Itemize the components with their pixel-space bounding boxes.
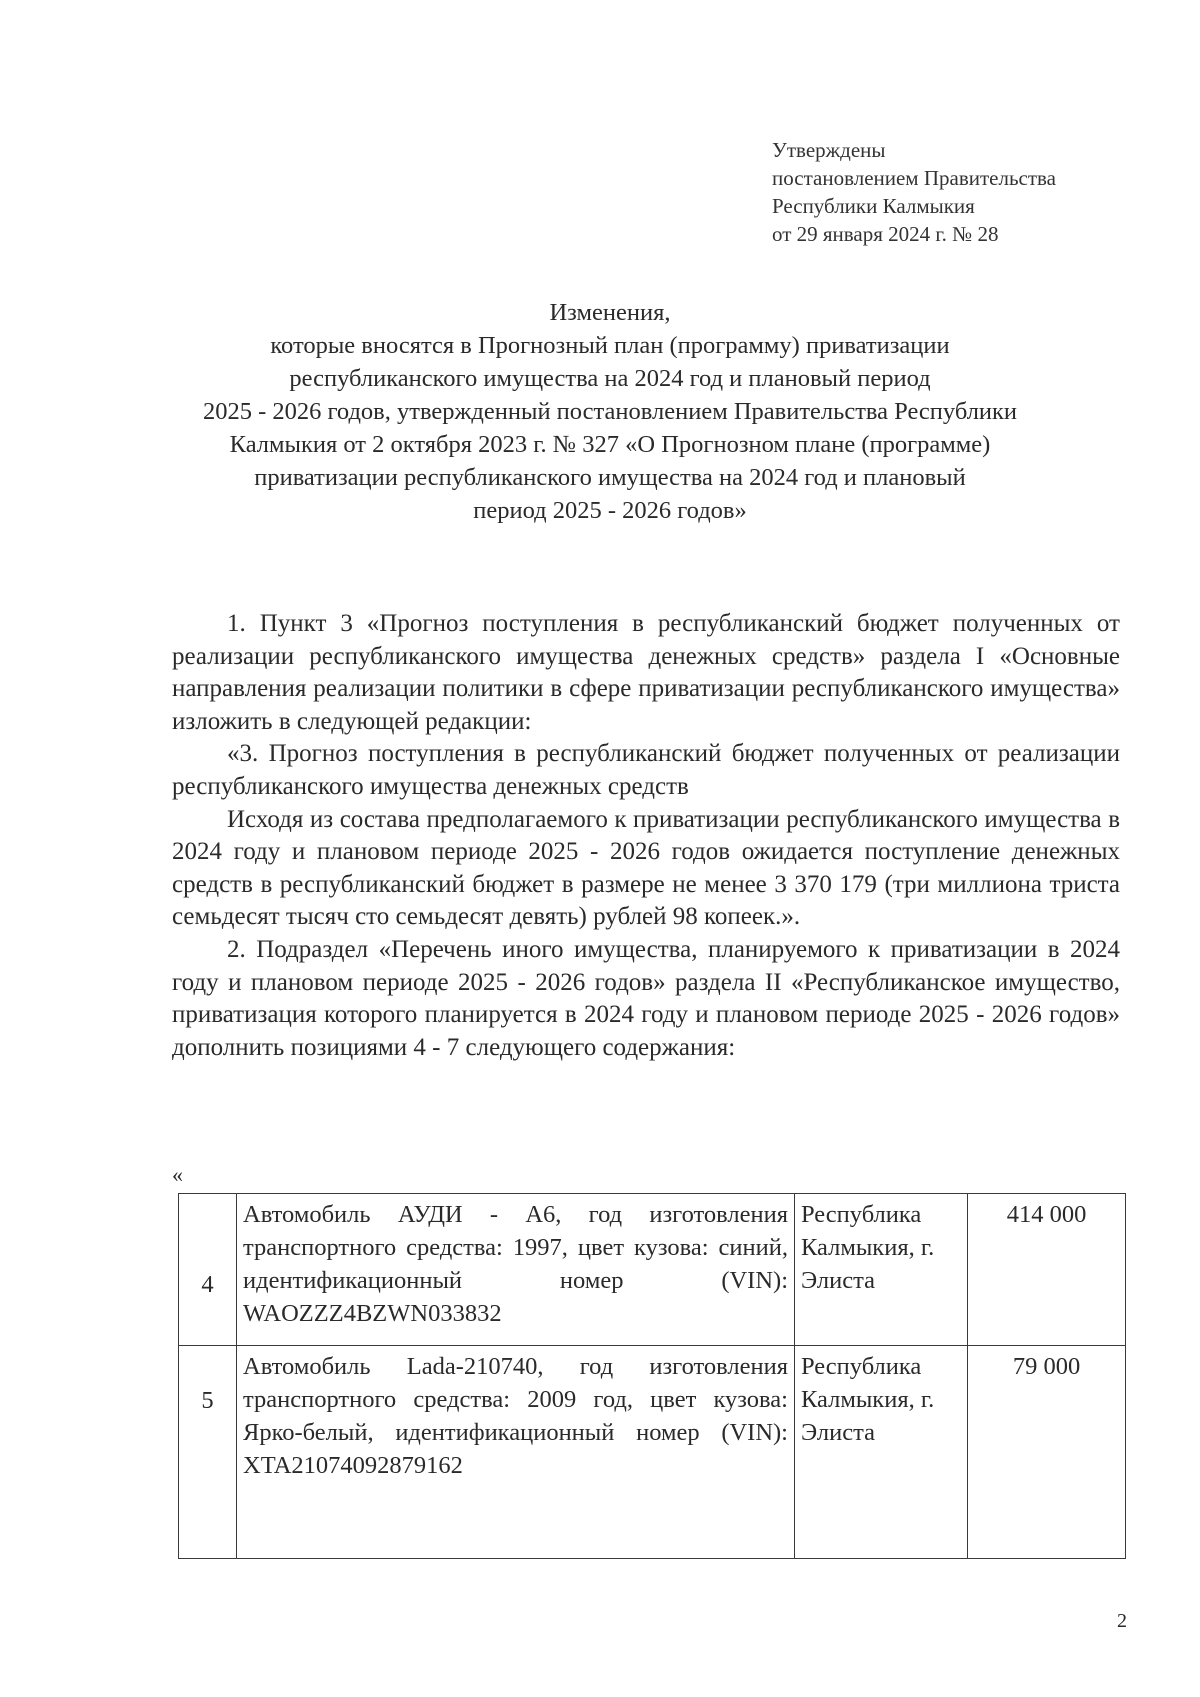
property-price: 414 000 xyxy=(968,1194,1126,1346)
approval-line: Республики Калмыкия xyxy=(772,194,975,218)
approval-line: постановлением Правительства xyxy=(772,166,1057,190)
row-number: 5 xyxy=(179,1346,237,1559)
approval-line: Утверждены xyxy=(772,138,886,162)
table-row xyxy=(179,1346,1126,1559)
page-number: 2 xyxy=(1117,1610,1127,1632)
title-line: период 2025 - 2026 годов» xyxy=(473,497,747,524)
approval-line: от 29 января 2024 г. № 28 xyxy=(772,222,999,246)
property-table xyxy=(178,1193,1126,1559)
title-line: республиканского имущества на 2024 год и плановый период xyxy=(289,365,931,392)
property-location: Республика Калмыкия, г. Элиста xyxy=(795,1346,968,1559)
property-description: Автомобиль АУДИ - А6, год изготовления транспортного средства: 1997, цвет кузова: синий, идентификационный номер (VIN): WAOZZZ4BZWN033832 xyxy=(237,1194,795,1346)
title-line: приватизации республиканского имущества на 2024 год и плановый xyxy=(254,464,966,491)
title-line: Изменения, xyxy=(549,299,671,326)
title-line: которые вносятся в Прогнозный план (программу) приватизации xyxy=(270,332,950,359)
paragraph-item-2: 2. Подраздел «Перечень иного имущества, планируемого к приватизации в 2024 году и плановом периоде 2025 - 2026 годов» раздела II «Республиканское имущество, приватизация которого планируется в 2024 году и плановом периоде 2025 - 2026 годов» дополнить позициями 4 - 7 следующего содержания: xyxy=(172,935,1120,1061)
property-location: Республика Калмыкия, г. Элиста xyxy=(795,1194,968,1346)
paragraph-forecast: Исходя из состава предполагаемого к приватизации республиканского имущества в 2024 году и плановом периоде 2025 - 2026 годов ожидается поступление денежных средств в республиканский бюджет в размере не менее 3 370 179 (три миллиона триста семьдесят тысяч сто семьдесят девять) рублей 98 копеек.». xyxy=(172,805,1120,931)
property-description: Автомобиль Lada-210740, год изготовления транспортного средства: 2009 год, цвет кузова: Ярко-белый, идентификационный номер (VIN): XTA21074092879162 xyxy=(237,1346,795,1559)
document-title xyxy=(150,296,1070,527)
row-number: 4 xyxy=(179,1194,237,1346)
approval-stamp xyxy=(772,136,1056,248)
paragraph-quoted-heading: «3. Прогноз поступления в республиканский бюджет полученных от реализации республиканского имущества денежных средств xyxy=(172,740,1120,800)
paragraph-item-1: 1. Пункт 3 «Прогноз поступления в республиканский бюджет полученных от реализации республиканского имущества денежных средств» раздела I «Основные направления реализации политики в сфере приватизации республиканского имущества» изложить в следующей редакции: xyxy=(172,610,1120,735)
opening-quote-mark: « xyxy=(172,1162,183,1187)
title-line: Калмыкия от 2 октября 2023 г. № 327 «О Прогнозном плане (программе) xyxy=(229,431,991,458)
property-price: 79 000 xyxy=(968,1346,1126,1559)
table-row xyxy=(179,1194,1126,1346)
title-line: 2025 - 2026 годов, утвержденный постановлением Правительства Республики xyxy=(202,398,1018,425)
document-body xyxy=(172,608,1120,1064)
